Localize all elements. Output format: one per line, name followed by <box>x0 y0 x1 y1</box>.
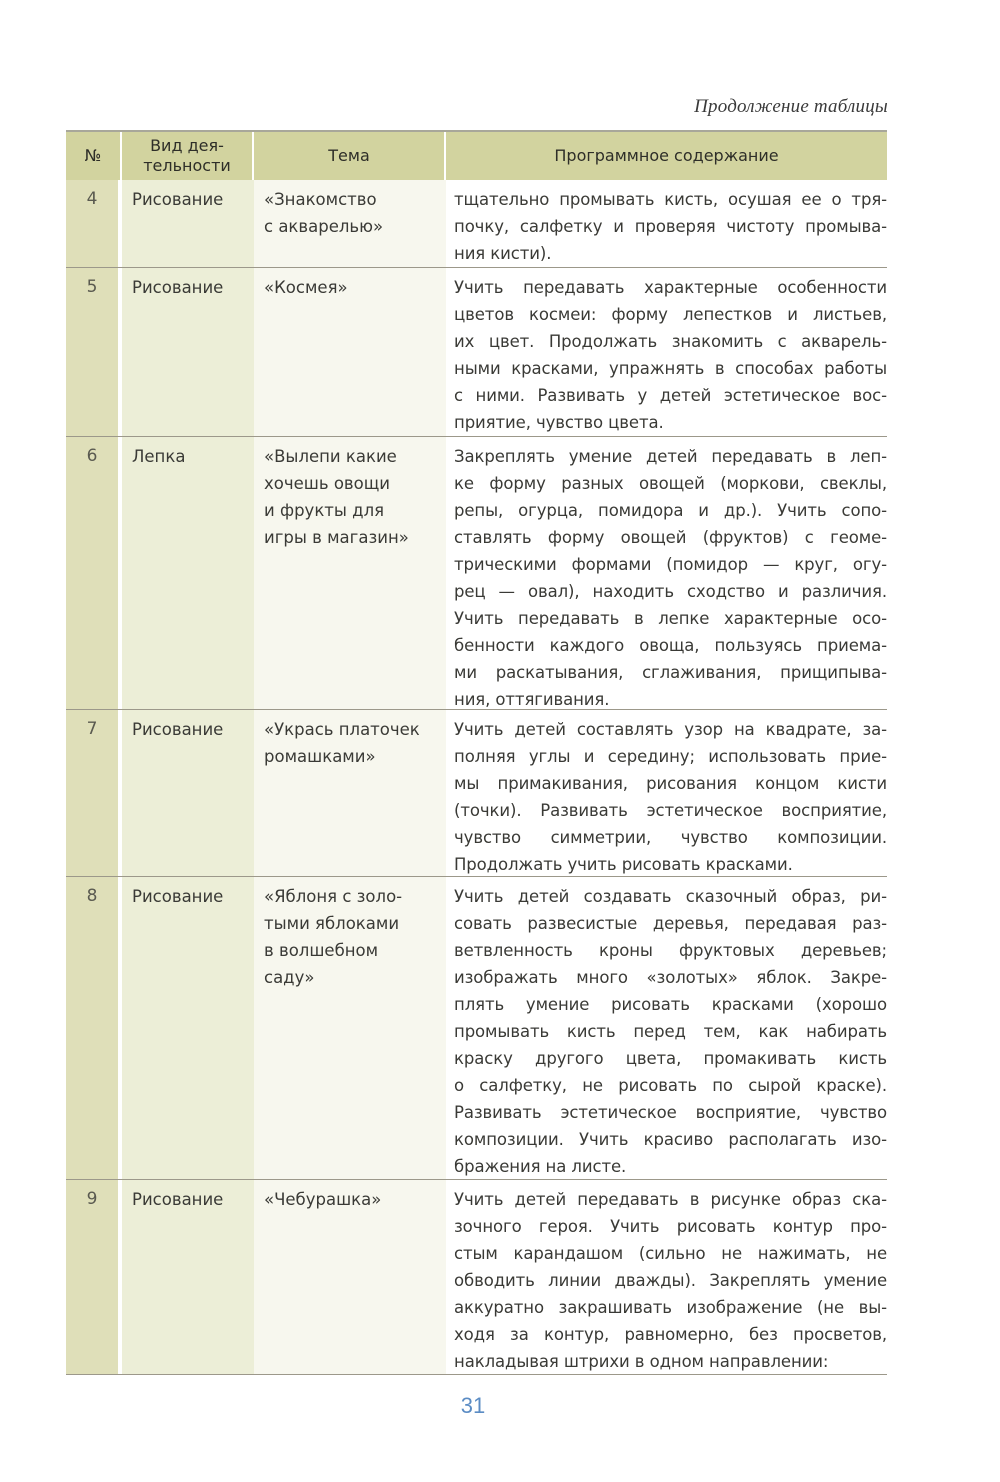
content-line: (точки). Развивать эстетическое восприятие, <box>454 801 887 820</box>
page-number: 31 <box>460 1393 486 1418</box>
theme-line: игры в магазин» <box>264 528 409 547</box>
content-line: о салфетку, не рисовать по сырой краске). <box>454 1076 887 1095</box>
activity-text: Рисование <box>132 278 224 297</box>
row-theme <box>254 180 446 267</box>
content-line: бенности каждого овоща, пользуясь приема- <box>454 636 887 655</box>
header-activity-line2: тельности <box>143 156 231 175</box>
theme-line: с акварелью» <box>264 217 384 236</box>
content-line: чувство симметрии, чувство композиции. <box>454 828 887 847</box>
table-row <box>66 877 887 1180</box>
content-line: изображать много «золотых» яблок. Закре- <box>454 968 887 987</box>
theme-line: «Знакомство <box>264 190 377 209</box>
content-line: композиции. Учить красиво располагать изо- <box>454 1130 887 1149</box>
row-content <box>446 180 887 267</box>
activity-text: Рисование <box>132 1190 224 1209</box>
content-line: ходя за контур, равномерно, без просветов, <box>454 1325 887 1344</box>
content-line: Учить детей создавать сказочный образ, ри- <box>454 887 887 906</box>
theme-line: ромашками» <box>264 747 376 766</box>
content-line: промывать кисть перед тем, как набирать <box>454 1022 887 1041</box>
table-body <box>66 180 887 1375</box>
theme-line: «Вылепи какие <box>264 447 397 466</box>
content-line: полняя углы и середину; использовать прие- <box>454 747 887 766</box>
header-activity <box>122 132 254 180</box>
row-theme <box>254 268 446 436</box>
content-line: Учить детей составлять узор на квадрате, за- <box>454 720 887 739</box>
row-number: 5 <box>66 268 122 436</box>
content-line: совать развесистые деревья, передавая раз- <box>454 914 887 933</box>
content-line: трическими формами (помидор — круг, огу- <box>454 555 887 574</box>
content-line: их цвет. Продолжать знакомить с акварель- <box>454 332 887 351</box>
header-content: Программное содержание <box>446 132 887 180</box>
theme-line: в волшебном <box>264 941 379 960</box>
table-row <box>66 180 887 268</box>
row-theme <box>254 1180 446 1374</box>
content-line: обводить линии дважды). Закреплять умение <box>454 1271 887 1290</box>
row-theme <box>254 877 446 1179</box>
row-theme <box>254 437 446 709</box>
row-activity <box>122 268 254 436</box>
table-continuation-label: Продолжение таблицы <box>694 96 888 117</box>
lesson-plan-table <box>66 130 887 1375</box>
content-line: накладывая штрихи в одном направлении: <box>454 1352 829 1371</box>
row-number: 9 <box>66 1180 122 1374</box>
row-activity <box>122 1180 254 1374</box>
content-line: почку, салфетку и проверяя чистоту промыва- <box>454 217 887 236</box>
content-line: с ними. Развивать у детей эстетическое вос- <box>454 386 887 405</box>
content-line: цветов космеи: форму лепестков и листьев, <box>454 305 887 324</box>
table-row <box>66 1180 887 1375</box>
theme-line: хочешь овощи <box>264 474 391 493</box>
table-row <box>66 710 887 877</box>
content-line: Развивать эстетическое восприятие, чувство <box>454 1103 887 1122</box>
activity-text: Рисование <box>132 190 224 209</box>
row-number: 6 <box>66 437 122 709</box>
table-header <box>66 132 887 180</box>
content-line: ными красками, упражнять в способах работы <box>454 359 887 378</box>
row-number: 7 <box>66 710 122 876</box>
header-number: № <box>66 132 122 180</box>
row-content <box>446 1180 887 1374</box>
content-line: Закреплять умение детей передавать в леп- <box>454 447 887 466</box>
theme-line: «Яблоня с золо- <box>264 887 403 906</box>
content-line: стым карандашом (сильно не нажимать, не <box>454 1244 887 1263</box>
header-theme: Тема <box>254 132 446 180</box>
content-line: Учить детей передавать в рисунке образ ска- <box>454 1190 887 1209</box>
theme-line: «Космея» <box>264 278 348 297</box>
content-line: ми раскатывания, сглаживания, прищипыва- <box>454 663 887 682</box>
row-activity <box>122 710 254 876</box>
activity-text: Рисование <box>132 887 224 906</box>
row-activity <box>122 877 254 1179</box>
content-line: ния кисти). <box>454 244 552 263</box>
row-number: 8 <box>66 877 122 1179</box>
content-line: краску другого цвета, промакивать кисть <box>454 1049 887 1068</box>
row-content <box>446 710 887 876</box>
content-line: репы, огурца, помидора и др.). Учить сопо- <box>454 501 887 520</box>
content-line: тщательно промывать кисть, осушая ее о тря- <box>454 190 887 209</box>
content-line: Учить передавать в лепке характерные осо- <box>454 609 887 628</box>
content-line: ветвленность кроны фруктовых деревьев; <box>454 941 887 960</box>
row-theme <box>254 710 446 876</box>
content-line: плять умение рисовать красками (хорошо <box>454 995 887 1014</box>
row-content <box>446 268 887 436</box>
table-row <box>66 268 887 437</box>
content-line: ставлять форму овощей (фруктов) с геоме- <box>454 528 887 547</box>
content-line: ке форму разных овощей (моркови, свеклы, <box>454 474 887 493</box>
activity-text: Рисование <box>132 720 224 739</box>
content-line: зочного героя. Учить рисовать контур про- <box>454 1217 887 1236</box>
row-content <box>446 877 887 1179</box>
theme-line: «Укрась платочек <box>264 720 420 739</box>
activity-text: Лепка <box>132 447 186 466</box>
theme-line: и фрукты для <box>264 501 385 520</box>
row-activity <box>122 437 254 709</box>
row-content <box>446 437 887 709</box>
row-activity <box>122 180 254 267</box>
content-line: аккуратно закрашивать изображение (не вы- <box>454 1298 887 1317</box>
header-activity-line1: Вид дея- <box>150 136 224 155</box>
theme-line: «Чебурашка» <box>264 1190 382 1209</box>
content-line: Учить передавать характерные особенности <box>454 278 887 297</box>
content-line: рец — овал), находить сходство и различия. <box>454 582 887 601</box>
row-number: 4 <box>66 180 122 267</box>
content-line: бражения на листе. <box>454 1157 627 1176</box>
theme-line: тыми яблоками <box>264 914 400 933</box>
content-line: ния, оттягивания. <box>454 690 610 709</box>
content-line: мы примакивания, рисования концом кисти <box>454 774 887 793</box>
content-line: Продолжать учить рисовать красками. <box>454 855 793 874</box>
table-row <box>66 437 887 710</box>
content-line: приятие, чувство цвета. <box>454 413 664 432</box>
theme-line: саду» <box>264 968 315 987</box>
